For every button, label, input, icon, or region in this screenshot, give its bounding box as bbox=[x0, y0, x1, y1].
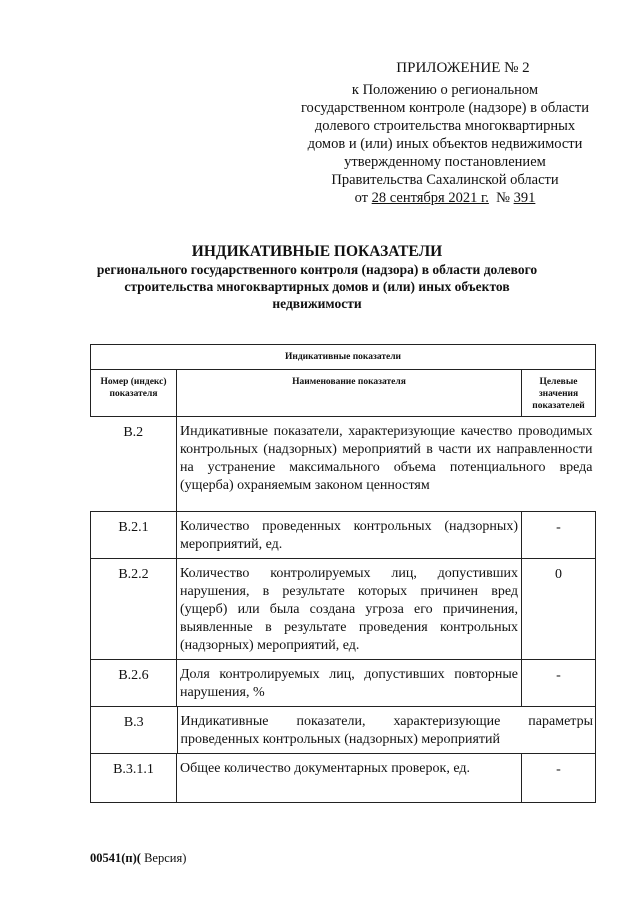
column-header-target: Целевые значения показателей bbox=[522, 370, 596, 417]
title-sub-line: регионального государственного контроля (надзора) в области долевого bbox=[96, 262, 538, 277]
column-header-name: Наименование показателя bbox=[177, 370, 522, 417]
indicator-name: Индикативные показатели, характеризующие качество проводимых контрольных (надзорных) мероприятий в части их направленности на устранение максимального объема потенциального вреда (ущерба) охраняемым законом ценностям bbox=[180, 424, 593, 493]
indicator-id: В.3.1.1 bbox=[91, 754, 177, 803]
table-row bbox=[91, 559, 596, 660]
indicator-id: В.2 bbox=[91, 417, 177, 511]
resolution-date-line bbox=[280, 189, 610, 207]
appendix-header bbox=[280, 59, 610, 207]
appendix-line: домов и (или) иных объектов недвижимости bbox=[307, 136, 583, 152]
appendix-line: утвержденному постановлением bbox=[344, 154, 546, 170]
document-title bbox=[20, 242, 614, 312]
indicator-name: Количество контролируемых лиц, допустивших нарушения, в результате которых причинен вред (ущерб) или была создана угроза его причинения, выявленные в результате проведения контрольных (надзорных) мероприятий, ед. bbox=[177, 559, 522, 660]
indicator-target: - bbox=[522, 512, 596, 559]
appendix-line: государственном контроле (надзоре) в области bbox=[300, 100, 590, 116]
title-sub-line: недвижимости bbox=[272, 296, 362, 311]
version-label: Версия) bbox=[140, 851, 187, 865]
table-row bbox=[91, 707, 596, 754]
indicator-target: 0 bbox=[522, 559, 596, 660]
appendix-line: Правительства Сахалинской области bbox=[331, 172, 559, 188]
table-caption: Индикативные показатели bbox=[91, 345, 596, 370]
number-sign: № bbox=[496, 190, 510, 206]
table-row bbox=[91, 754, 596, 803]
table-row bbox=[91, 417, 596, 512]
column-header-number: Номер (индекс) показателя bbox=[91, 370, 177, 417]
from-label: от bbox=[354, 190, 369, 206]
appendix-line: долевого строительства многоквартирных bbox=[314, 118, 576, 134]
resolution-date: 28 сентября 2021 г. bbox=[371, 190, 489, 206]
indicator-target: - bbox=[522, 754, 596, 803]
indicator-id: В.3 bbox=[91, 707, 177, 753]
appendix-title: ПРИЛОЖЕНИЕ № 2 bbox=[396, 60, 530, 76]
indicators-table bbox=[90, 344, 596, 803]
indicator-name: Индикативные показатели, характеризующие параметры проведенных контрольных (надзорных) мероприятий bbox=[180, 714, 593, 747]
indicator-id: В.2.1 bbox=[91, 512, 177, 559]
document-code: 00541(п)( bbox=[90, 851, 141, 865]
indicator-name: Доля контролируемых лиц, допустивших повторные нарушения, % bbox=[177, 660, 522, 707]
indicator-target: - bbox=[522, 660, 596, 707]
document-footer bbox=[90, 851, 186, 866]
title-sub-line: строительства многоквартирных домов и (или) иных объектов bbox=[124, 279, 510, 294]
table-row bbox=[91, 512, 596, 559]
indicator-id: В.2.2 bbox=[91, 559, 177, 660]
indicator-name: Общее количество документарных проверок, ед. bbox=[177, 754, 522, 803]
title-main: ИНДИКАТИВНЫЕ ПОКАЗАТЕЛИ bbox=[191, 243, 443, 260]
indicator-name: Количество проведенных контрольных (надзорных) мероприятий, ед. bbox=[177, 512, 522, 559]
indicator-id: В.2.6 bbox=[91, 660, 177, 707]
resolution-number: 391 bbox=[513, 190, 536, 206]
table-row bbox=[91, 660, 596, 707]
appendix-line: к Положению о региональном bbox=[351, 82, 539, 98]
